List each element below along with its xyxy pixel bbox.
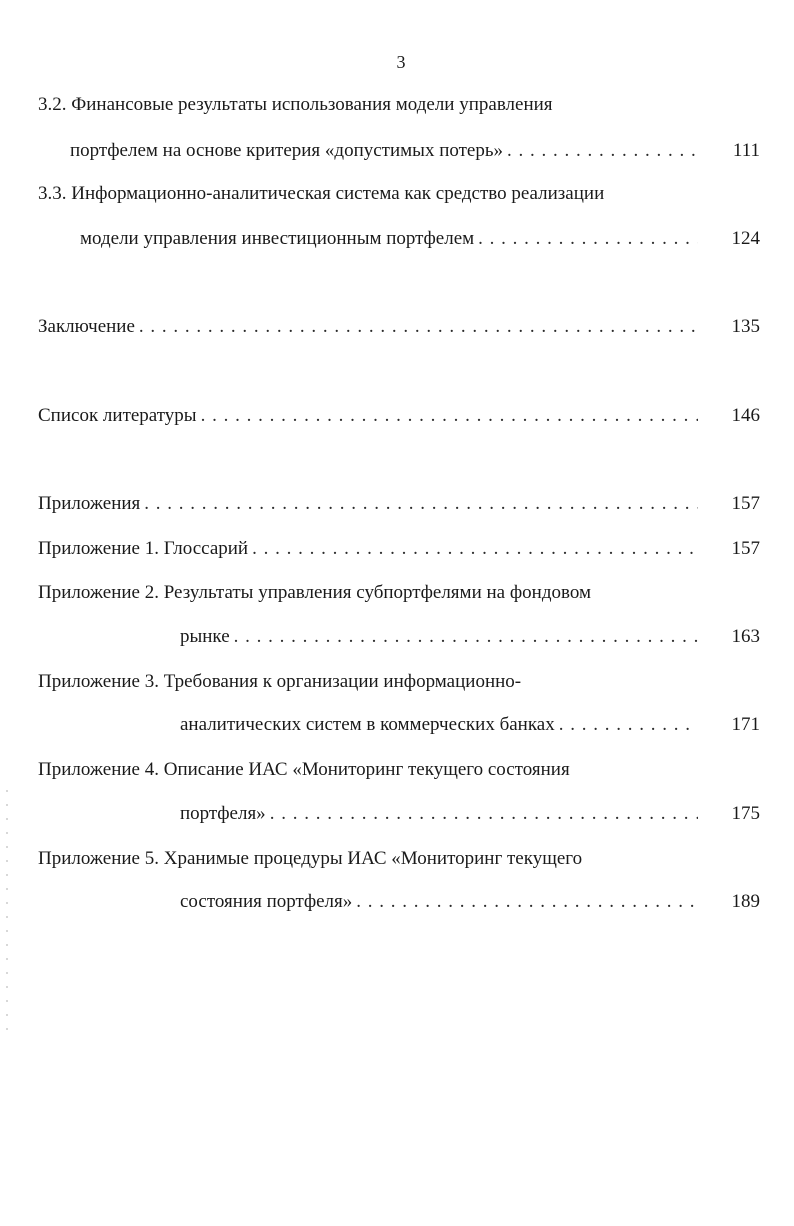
toc-entry-appendix-2-page: 163 [731,626,760,647]
toc-entry-appendices[interactable] [38,491,760,517]
toc-entry-appendix-5-page: 189 [731,891,760,912]
toc-entry-appendix-2-line1: Приложение 2. Результаты управления субпортфелями на фондовом [38,582,591,603]
toc-entry-appendix-3[interactable] [180,712,760,738]
dot-leader [478,226,698,252]
toc-entry-references-page: 146 [731,405,760,426]
toc-entry-appendix-5[interactable] [180,889,760,915]
toc-entry-appendix-4[interactable] [180,801,760,827]
toc-entry-conclusion-page: 135 [731,316,760,337]
toc-entry-3-3[interactable] [80,226,760,252]
toc-entry-conclusion-title: Заключение [38,316,135,337]
toc-entry-appendix-3-line1: Приложение 3. Требования к организации информационно- [38,671,522,692]
dot-leader [139,314,698,340]
toc-entry-appendix-2-line2: рынке [180,626,230,647]
toc-entry-appendices-page: 157 [731,493,760,514]
toc-entry-appendix-4-line2: портфеля» [180,803,266,824]
toc-entry-3-3-line2: модели управления инвестиционным портфелем [80,228,475,249]
scan-edge-marks [6,790,8,1040]
toc-entry-conclusion[interactable] [38,314,760,340]
toc-entry-3-2-page: 111 [732,140,760,161]
page-number: 3 [396,52,406,72]
toc-entry-appendices-title: Приложения [38,493,141,514]
toc-entry-appendix-3-line2: аналитических систем в коммерческих банках [180,714,555,735]
toc-entry-appendix-2[interactable] [180,624,760,650]
dot-leader [270,801,698,827]
dot-leader [201,403,698,429]
dot-leader [252,536,698,562]
toc-entry-appendix-1-page: 157 [731,538,760,559]
toc-entry-3-3-page: 124 [731,228,760,249]
toc-entry-3-2-line2: портфелем на основе критерия «допустимых потерь» [70,140,504,161]
toc-entry-appendix-3-page: 171 [731,714,760,735]
dot-leader [559,712,698,738]
toc-entry-appendix-4-page: 175 [731,803,760,824]
toc-entry-appendix-1[interactable] [38,536,760,562]
toc-entry-appendix-5-line1: Приложение 5. Хранимые процедуры ИАС «Мониторинг текущего [38,848,583,869]
dot-leader [144,491,698,517]
toc-entry-3-2-line1: 3.2. Финансовые результаты использования модели управления [38,94,553,115]
toc-entry-appendix-1-title: Приложение 1. Глоссарий [38,538,249,559]
dot-leader [507,138,698,164]
toc-entry-appendix-4-line1: Приложение 4. Описание ИАС «Мониторинг текущего состояния [38,759,570,780]
toc-entry-3-3-line1: 3.3. Информационно-аналитическая система как средство реализации [38,183,605,204]
dot-leader [356,889,698,915]
toc-entry-appendix-5-line2: состояния портфеля» [180,891,353,912]
toc-entry-3-2[interactable] [70,138,760,164]
toc-entry-references[interactable] [38,403,760,429]
dot-leader [234,624,698,650]
toc-entry-references-title: Список литературы [38,405,197,426]
